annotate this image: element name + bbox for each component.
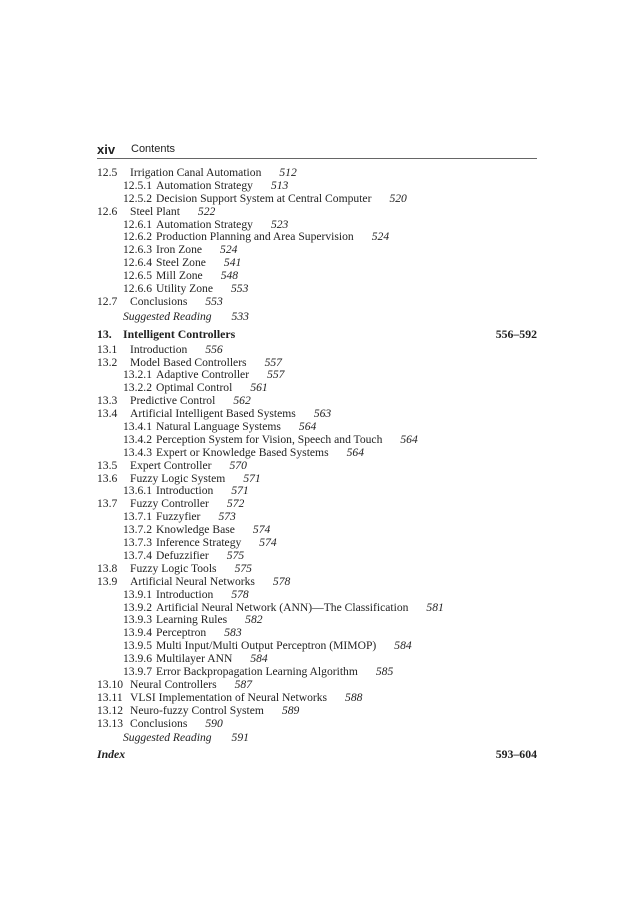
page-number: 533	[231, 309, 249, 323]
section-title: Predictive Control	[130, 394, 216, 408]
section-number: 13.12	[97, 703, 124, 717]
section-title: Mill Zone	[156, 269, 203, 283]
suggested-reading-entry	[97, 731, 537, 744]
section-title: Model Based Controllers	[130, 355, 247, 369]
page-number: 522	[197, 204, 216, 218]
toc-section-entry	[97, 356, 537, 369]
toc-section-entry	[97, 472, 537, 485]
section-title: Expert Controller	[130, 458, 212, 472]
section-title: Multi Input/Multi Output Perceptron (MIMOP)	[156, 639, 377, 653]
toc-section-entry	[97, 459, 537, 472]
page-number: 523	[270, 217, 289, 231]
section-title: Learning Rules	[156, 613, 228, 627]
toc-section-entry	[97, 562, 537, 575]
section-title: Utility Zone	[156, 282, 213, 296]
section-number: 12.6.1	[123, 217, 152, 231]
section-title: Steel Plant	[130, 204, 180, 218]
page-number: 574	[259, 536, 277, 550]
toc-subsection-entry	[97, 243, 537, 256]
chapter-title: Intelligent Controllers	[123, 326, 236, 341]
toc-subsection-entry	[97, 652, 537, 665]
page-number: 553	[231, 282, 249, 296]
toc-subsection-entry	[97, 368, 537, 381]
toc-subsection-entry	[97, 433, 537, 446]
page-number: 571	[243, 471, 261, 485]
chapter-page-range: 556–592	[495, 326, 537, 341]
page-number: 587	[234, 677, 252, 691]
suggested-reading-entry	[97, 310, 537, 323]
section-number: 12.5.1	[123, 178, 152, 192]
section-title: Fuzzy Logic System	[130, 471, 226, 485]
page-number: 578	[231, 587, 249, 601]
page-number: 581	[426, 600, 444, 614]
page-number: 524	[371, 230, 390, 244]
section-title: Knowledge Base	[156, 523, 235, 537]
section-title: Automation Strategy	[156, 178, 253, 192]
section-title: Perception System for Vision, Speech and Touch	[156, 432, 383, 446]
page-number: 563	[313, 407, 332, 421]
section-number: 13.6	[97, 471, 118, 485]
section-number: 13.11	[97, 690, 123, 704]
section-number: 13.4.1	[123, 420, 152, 434]
toc-section-entry	[97, 717, 537, 730]
page-number: 570	[229, 458, 247, 472]
section-title: Multilayer ANN	[156, 652, 233, 666]
section-title: Iron Zone	[156, 243, 203, 257]
section-title: Artificial Neural Networks	[130, 574, 255, 588]
page-number: 556	[205, 342, 223, 356]
section-number: 13.9.7	[123, 664, 152, 678]
section-number: 13.4	[97, 407, 118, 421]
section-title: Production Planning and Area Supervision	[156, 230, 354, 244]
toc-section-entry	[97, 575, 537, 588]
section-number: 13.2.1	[123, 368, 152, 382]
section-number: 13.1	[97, 342, 118, 356]
toc-section-entry	[97, 394, 537, 407]
section-number: 13.9	[97, 574, 118, 588]
toc-subsection-entry	[97, 588, 537, 601]
section-number: 13.9.5	[123, 639, 152, 653]
toc-subsection-entry	[97, 218, 537, 231]
section-title: Neural Controllers	[130, 677, 217, 691]
section-title: Decision Support System at Central Computer	[156, 191, 372, 205]
page-number: 520	[389, 191, 407, 205]
section-number: 13.4.3	[123, 445, 152, 459]
toc-subsection-entry	[97, 179, 537, 192]
toc-subsection-entry	[97, 665, 537, 678]
section-title: Expert or Knowledge Based Systems	[156, 445, 329, 459]
page-number: 564	[400, 432, 418, 446]
chapter-number: 13.	[97, 326, 112, 341]
toc-subsection-entry	[97, 626, 537, 639]
toc-subsection-entry	[97, 282, 537, 295]
section-number: 13.7.1	[123, 510, 152, 524]
section-number: 13.9.6	[123, 652, 152, 666]
toc-section-entry	[97, 295, 537, 308]
section-title: Defuzzifier	[156, 548, 209, 562]
page-number: 585	[375, 664, 394, 678]
page-number: 512	[279, 166, 297, 179]
page-number: 524	[220, 243, 238, 257]
page-number: 575	[226, 548, 245, 562]
page-number: 541	[223, 256, 242, 270]
section-number: 12.5	[97, 166, 118, 179]
section-number: 13.9.4	[123, 626, 152, 640]
section-number: 13.10	[97, 677, 124, 691]
section-title: Natural Language Systems	[156, 420, 281, 434]
toc-subsection-entry	[97, 536, 537, 549]
section-title: Introduction	[130, 342, 188, 356]
toc-subsection-entry	[97, 613, 537, 626]
page-number: 575	[234, 561, 252, 575]
section-number: 13.9.2	[123, 600, 152, 614]
page-number: 553	[205, 294, 223, 308]
section-title: Irrigation Canal Automation	[130, 166, 262, 179]
section-title: Steel Zone	[156, 256, 206, 270]
header-title: Contents	[131, 143, 176, 155]
toc-subsection-entry	[97, 549, 537, 562]
toc-section-entry	[97, 704, 537, 717]
section-number: 13.5	[97, 458, 118, 472]
section-number: 13.2	[97, 355, 118, 369]
table-of-contents	[97, 166, 537, 761]
toc-subsection-entry	[97, 269, 537, 282]
page-number: 584	[394, 639, 412, 653]
page-number: 578	[272, 574, 291, 588]
section-title: Fuzzy Controller	[130, 497, 209, 511]
suggested-reading-title: Suggested Reading	[123, 309, 212, 323]
page-number: 557	[264, 355, 282, 369]
section-number: 13.3	[97, 394, 118, 408]
toc-section-entry	[97, 407, 537, 420]
section-number: 13.4.2	[123, 432, 152, 446]
toc-section-entry	[97, 343, 537, 356]
toc-subsection-entry	[97, 510, 537, 523]
toc-subsection-entry	[97, 639, 537, 652]
page-number: 589	[281, 703, 300, 717]
page-number: 582	[245, 613, 263, 627]
section-title: Introduction	[156, 587, 214, 601]
page-number: 571	[231, 484, 249, 498]
section-number: 12.6.5	[123, 269, 152, 283]
page-number: 574	[252, 523, 271, 537]
section-number: 13.7	[97, 497, 118, 511]
page-number: 564	[346, 445, 364, 459]
section-title: VLSI Implementation of Neural Networks	[130, 690, 328, 704]
toc-subsection-entry	[97, 230, 537, 243]
section-title: Adaptive Controller	[156, 368, 250, 382]
toc-section-entry	[97, 166, 537, 179]
section-number: 12.5.2	[123, 191, 152, 205]
section-number: 12.6.2	[123, 230, 152, 244]
toc-subsection-entry	[97, 601, 537, 614]
toc-section-entry	[97, 678, 537, 691]
section-number: 13.13	[97, 716, 124, 730]
page-number: 564	[298, 420, 317, 434]
section-title: Artificial Neural Network (ANN)—The Classification	[156, 600, 409, 614]
section-number: 13.8	[97, 561, 118, 575]
suggested-reading-title: Suggested Reading	[123, 731, 212, 745]
toc-subsection-entry	[97, 381, 537, 394]
section-number: 12.6	[97, 204, 118, 218]
section-number: 13.9.1	[123, 587, 152, 601]
section-title: Fuzzy Logic Tools	[130, 561, 217, 575]
index-entry	[97, 747, 537, 761]
section-number: 13.9.3	[123, 613, 152, 627]
section-number: 12.6.4	[123, 256, 152, 270]
section-title: Inference Strategy	[156, 536, 242, 550]
section-number: 13.2.2	[123, 381, 152, 395]
page-number: 562	[233, 394, 251, 408]
section-number: 13.7.4	[123, 548, 152, 562]
toc-section-entry	[97, 205, 537, 218]
section-title: Automation Strategy	[156, 217, 253, 231]
toc-subsection-entry	[97, 420, 537, 433]
section-title: Optimal Control	[156, 381, 233, 395]
toc-subsection-entry	[97, 446, 537, 459]
page-number: 572	[226, 497, 245, 511]
section-number: 12.7	[97, 294, 118, 308]
section-title: Introduction	[156, 484, 214, 498]
index-label: Index	[97, 747, 126, 762]
toc-section-entry	[97, 691, 537, 704]
index-page-range: 593–604	[495, 747, 537, 762]
section-number: 13.7.3	[123, 536, 152, 550]
section-title: Artificial Intelligent Based Systems	[130, 407, 296, 421]
toc-subsection-entry	[97, 256, 537, 269]
page-number: 573	[218, 510, 236, 524]
toc-section-entry	[97, 497, 537, 510]
toc-subsection-entry	[97, 523, 537, 536]
page-number: 591	[231, 731, 249, 745]
toc-subsection-entry	[97, 192, 537, 205]
chapter-heading	[97, 327, 537, 341]
section-title: Perceptron	[156, 626, 207, 640]
section-title: Neuro-fuzzy Control System	[130, 703, 264, 717]
section-title: Fuzzyfier	[156, 510, 201, 524]
section-number: 13.6.1	[123, 484, 152, 498]
page-number: 548	[220, 269, 239, 283]
running-header	[97, 142, 537, 159]
section-title: Error Backpropagation Learning Algorithm	[156, 664, 358, 678]
page-number: 584	[250, 652, 268, 666]
page-number: 561	[250, 381, 268, 395]
section-title: Conclusions	[130, 294, 188, 308]
section-title: Conclusions	[130, 716, 188, 730]
section-number: 13.7.2	[123, 523, 152, 537]
toc-subsection-entry	[97, 484, 537, 497]
header-page-number: xiv	[97, 142, 116, 157]
page-number: 583	[224, 626, 242, 640]
page-number: 590	[205, 716, 223, 730]
page-number: 557	[267, 368, 285, 382]
section-number: 12.6.6	[123, 282, 152, 296]
page-number: 588	[345, 690, 363, 704]
page-number: 513	[270, 178, 289, 192]
section-number: 12.6.3	[123, 243, 152, 257]
